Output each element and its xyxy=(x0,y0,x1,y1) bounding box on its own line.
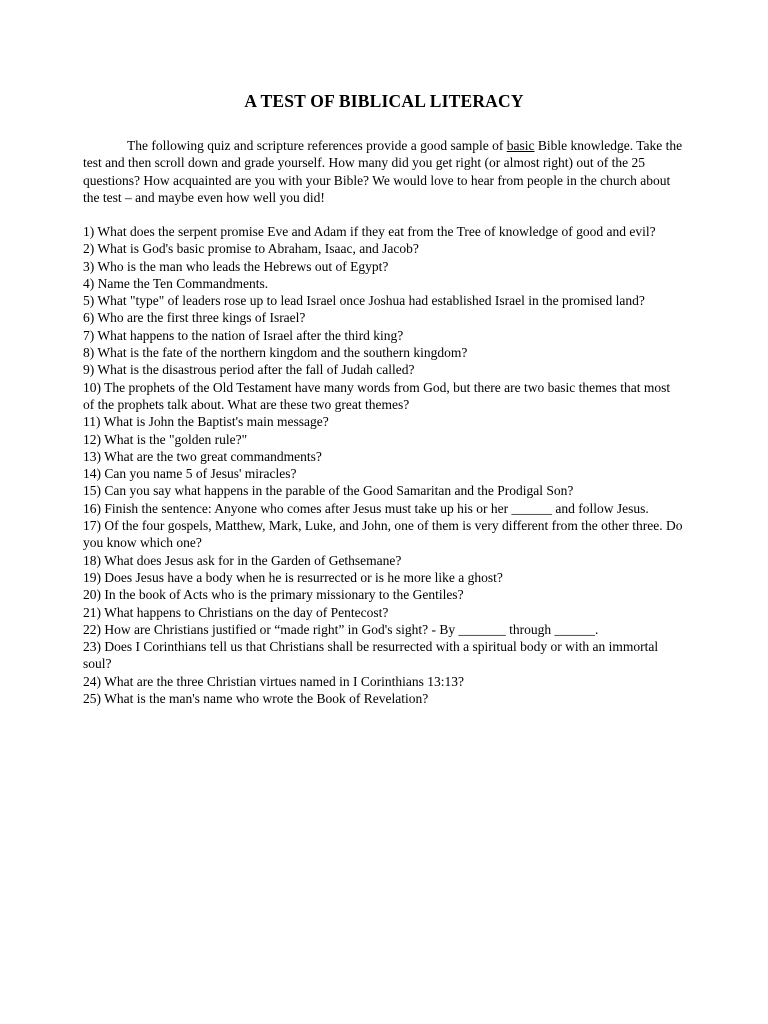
question-item-12: 12) What is the "golden rule?" xyxy=(83,431,248,447)
question-item-25: 25) What is the man's name who wrote the Book of Revelation? xyxy=(83,691,429,707)
intro-underlined-word: basic xyxy=(506,138,535,153)
question-item-21: 21) What happens to Christians on the day of Pentecost? xyxy=(83,604,389,620)
question-item-2: 2) What is God's basic promise to Abraham, Isaac, and Jacob? xyxy=(83,241,419,257)
question-list xyxy=(83,223,683,707)
intro-paragraph xyxy=(83,137,683,206)
question-item-7: 7) What happens to the nation of Israel after the third king? xyxy=(83,327,404,343)
question-item-9: 9) What is the disastrous period after the fall of Judah called? xyxy=(83,362,415,378)
question-item-1: 1) What does the serpent promise Eve and Adam if they eat from the Tree of knowledge of good and evil? xyxy=(83,224,656,239)
question-item-5: 5) What "type" of leaders rose up to lead Israel once Joshua had established Israel in the promised land? xyxy=(83,293,645,309)
question-item-8: 8) What is the fate of the northern kingdom and the southern kingdom? xyxy=(83,345,468,361)
question-item-3: 3) Who is the man who leads the Hebrews out of Egypt? xyxy=(83,258,389,274)
question-item-22: 22) How are Christians justified or “made right” in God's sight? - By _______ through ______. xyxy=(83,621,599,637)
document-title: A TEST OF BIBLICAL LITERACY xyxy=(244,91,524,111)
question-item-19: 19) Does Jesus have a body when he is resurrected or is he more like a ghost? xyxy=(83,569,503,585)
question-item-17: 17) Of the four gospels, Matthew, Mark, Luke, and John, one of them is very different from the other three. Do you know which one? xyxy=(83,518,683,551)
question-item-24: 24) What are the three Christian virtues named in I Corinthians 13:13? xyxy=(83,673,465,689)
question-item-6: 6) Who are the first three kings of Israel? xyxy=(83,310,306,326)
question-item-20: 20) In the book of Acts who is the primary missionary to the Gentiles? xyxy=(83,587,464,603)
question-item-4: 4) Name the Ten Commandments. xyxy=(83,275,269,291)
question-item-14: 14) Can you name 5 of Jesus' miracles? xyxy=(83,466,297,482)
intro-text-start: The following quiz and scripture references provide a good sample of xyxy=(127,138,507,153)
question-item-10: 10) The prophets of the Old Testament have many words from God, but there are two basic themes that most of the prophets talk about. What are these two great themes? xyxy=(83,379,671,412)
question-item-15: 15) Can you say what happens in the parable of the Good Samaritan and the Prodigal Son? xyxy=(83,483,574,499)
question-item-13: 13) What are the two great commandments? xyxy=(83,448,322,464)
question-item-16: 16) Finish the sentence: Anyone who comes after Jesus must take up his or her ______ and follow Jesus. xyxy=(83,500,649,516)
question-item-18: 18) What does Jesus ask for in the Garden of Gethsemane? xyxy=(83,552,402,568)
question-item-23: 23) Does I Corinthians tell us that Christians shall be resurrected with a spiritual body or with an immortal soul? xyxy=(83,639,659,672)
intro-text-end: Bible knowledge. Take the test and then scroll down and grade yourself. How many did you get right (or almost right) out of the 25 questions? How acquainted are you with your Bible? We would love to hear from people in the church about the test – and maybe even how well you did! xyxy=(83,138,683,205)
question-item-11: 11) What is John the Baptist's main message? xyxy=(83,414,329,430)
